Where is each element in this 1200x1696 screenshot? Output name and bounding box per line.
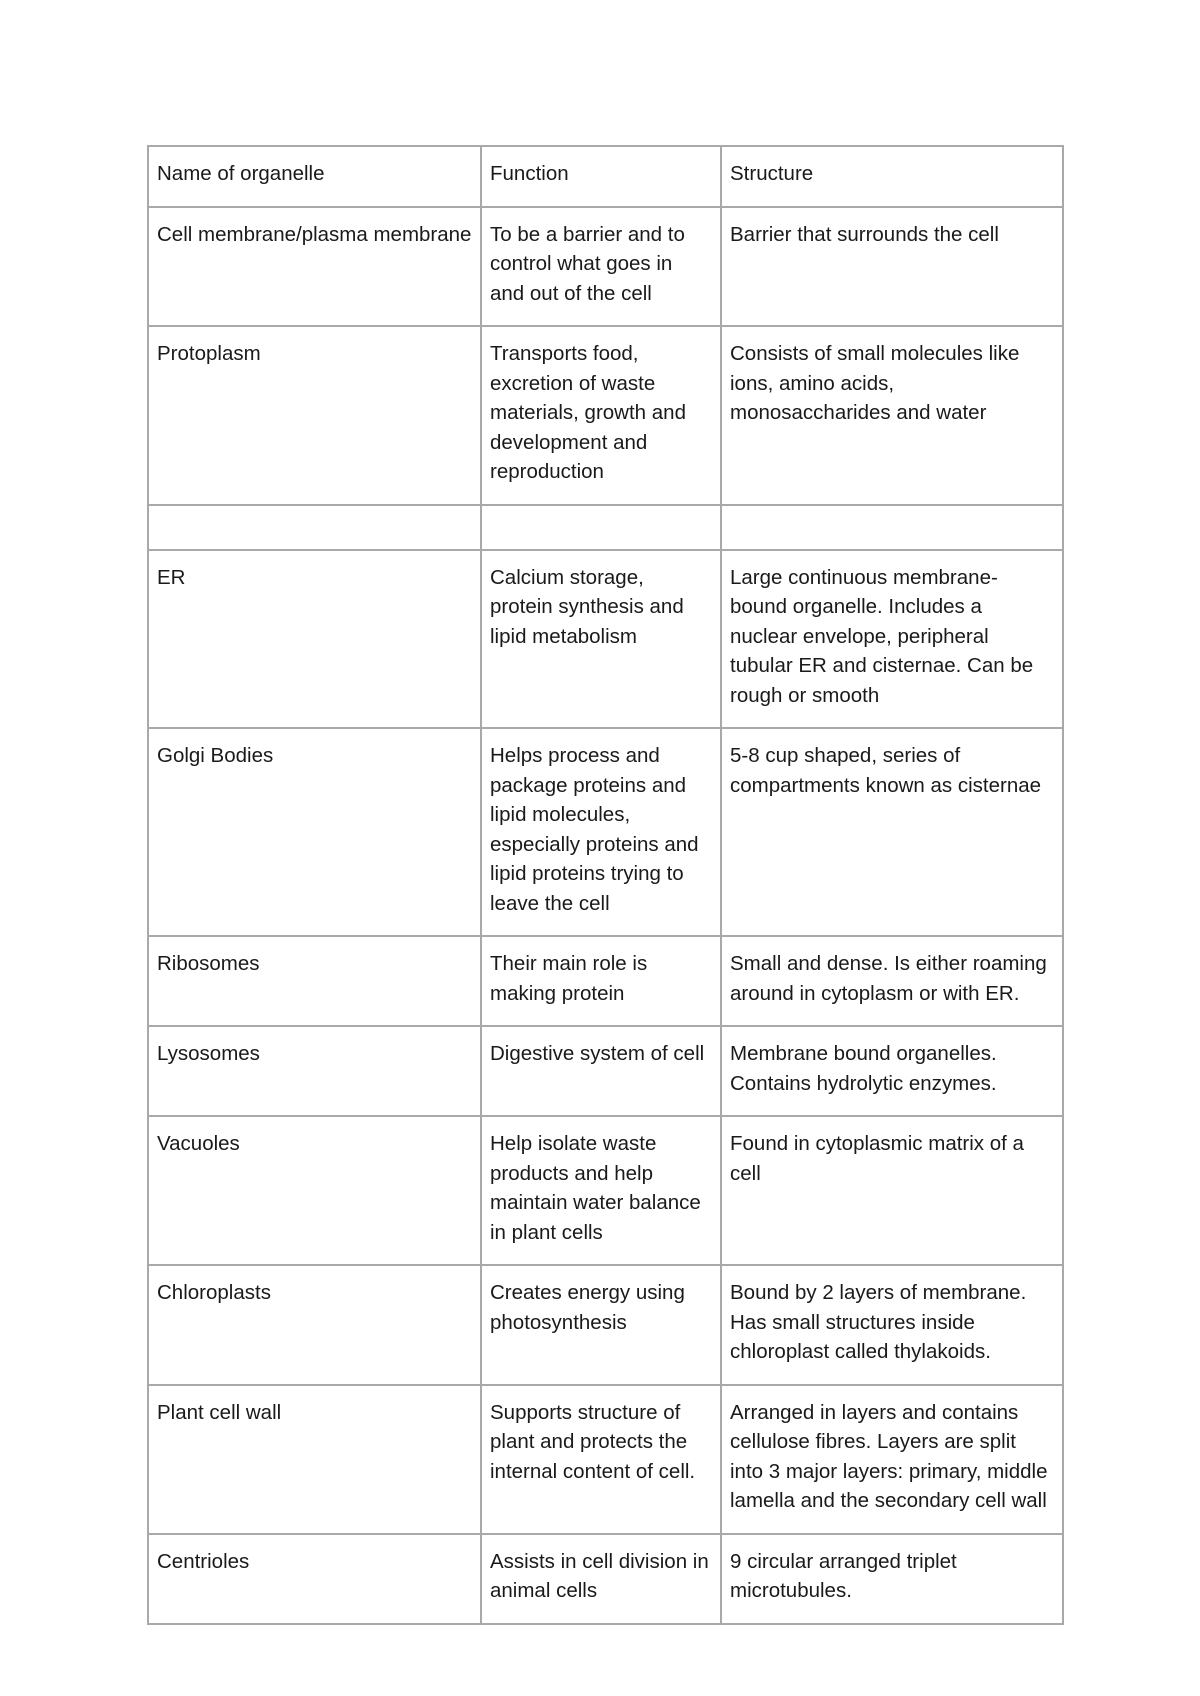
table-row — [148, 207, 1063, 327]
table-row — [148, 728, 1063, 936]
organelle-name-cell: Cell membrane/plasma membrane — [148, 207, 481, 327]
organelle-name-cell: Vacuoles — [148, 1116, 481, 1265]
header-structure: Structure — [721, 146, 1063, 207]
empty-table-row — [148, 505, 1063, 550]
function-cell: Supports structure of plant and protects the internal content of cell. — [481, 1385, 721, 1534]
structure-cell: 5-8 cup shaped, series of compartments known as cisternae — [721, 728, 1063, 936]
function-cell: Helps process and package proteins and lipid molecules, especially proteins and lipid proteins trying to leave the cell — [481, 728, 721, 936]
header-function: Function — [481, 146, 721, 207]
structure-cell: Large continuous membrane-bound organelle. Includes a nuclear envelope, peripheral tubular ER and cisternae. Can be rough or smooth — [721, 550, 1063, 729]
table-row — [148, 326, 1063, 505]
organelle-name-cell: Golgi Bodies — [148, 728, 481, 936]
function-cell — [481, 505, 721, 550]
structure-cell: 9 circular arranged triplet microtubules. — [721, 1534, 1063, 1624]
organelle-name-cell: Plant cell wall — [148, 1385, 481, 1534]
table-header-row — [148, 146, 1063, 207]
structure-cell: Membrane bound organelles. Contains hydrolytic enzymes. — [721, 1026, 1063, 1116]
organelle-name-cell: Lysosomes — [148, 1026, 481, 1116]
function-cell: Help isolate waste products and help maintain water balance in plant cells — [481, 1116, 721, 1265]
organelle-name-cell: Chloroplasts — [148, 1265, 481, 1385]
organelle-name-cell: ER — [148, 550, 481, 729]
structure-cell: Arranged in layers and contains cellulose fibres. Layers are split into 3 major layers: primary, middle lamella and the secondary cell wall — [721, 1385, 1063, 1534]
function-cell: Assists in cell division in animal cells — [481, 1534, 721, 1624]
function-cell: Transports food, excretion of waste materials, growth and development and reproduction — [481, 326, 721, 505]
organelle-table — [147, 145, 1064, 1625]
structure-cell — [721, 505, 1063, 550]
table-row — [148, 1385, 1063, 1534]
table-row — [148, 936, 1063, 1026]
organelle-name-cell: Centrioles — [148, 1534, 481, 1624]
organelle-name-cell: Protoplasm — [148, 326, 481, 505]
header-name-of-organelle: Name of organelle — [148, 146, 481, 207]
table-row — [148, 1534, 1063, 1624]
table-row — [148, 1026, 1063, 1116]
structure-cell: Bound by 2 layers of membrane. Has small structures inside chloroplast called thylakoids. — [721, 1265, 1063, 1385]
structure-cell: Found in cytoplasmic matrix of a cell — [721, 1116, 1063, 1265]
organelle-name-cell — [148, 505, 481, 550]
table-row — [148, 1265, 1063, 1385]
function-cell: Their main role is making protein — [481, 936, 721, 1026]
organelle-name-cell: Ribosomes — [148, 936, 481, 1026]
structure-cell: Consists of small molecules like ions, amino acids, monosaccharides and water — [721, 326, 1063, 505]
function-cell: To be a barrier and to control what goes in and out of the cell — [481, 207, 721, 327]
function-cell: Calcium storage, protein synthesis and lipid metabolism — [481, 550, 721, 729]
structure-cell: Small and dense. Is either roaming around in cytoplasm or with ER. — [721, 936, 1063, 1026]
structure-cell: Barrier that surrounds the cell — [721, 207, 1063, 327]
function-cell: Creates energy using photosynthesis — [481, 1265, 721, 1385]
function-cell: Digestive system of cell — [481, 1026, 721, 1116]
table-row — [148, 1116, 1063, 1265]
table-row — [148, 550, 1063, 729]
